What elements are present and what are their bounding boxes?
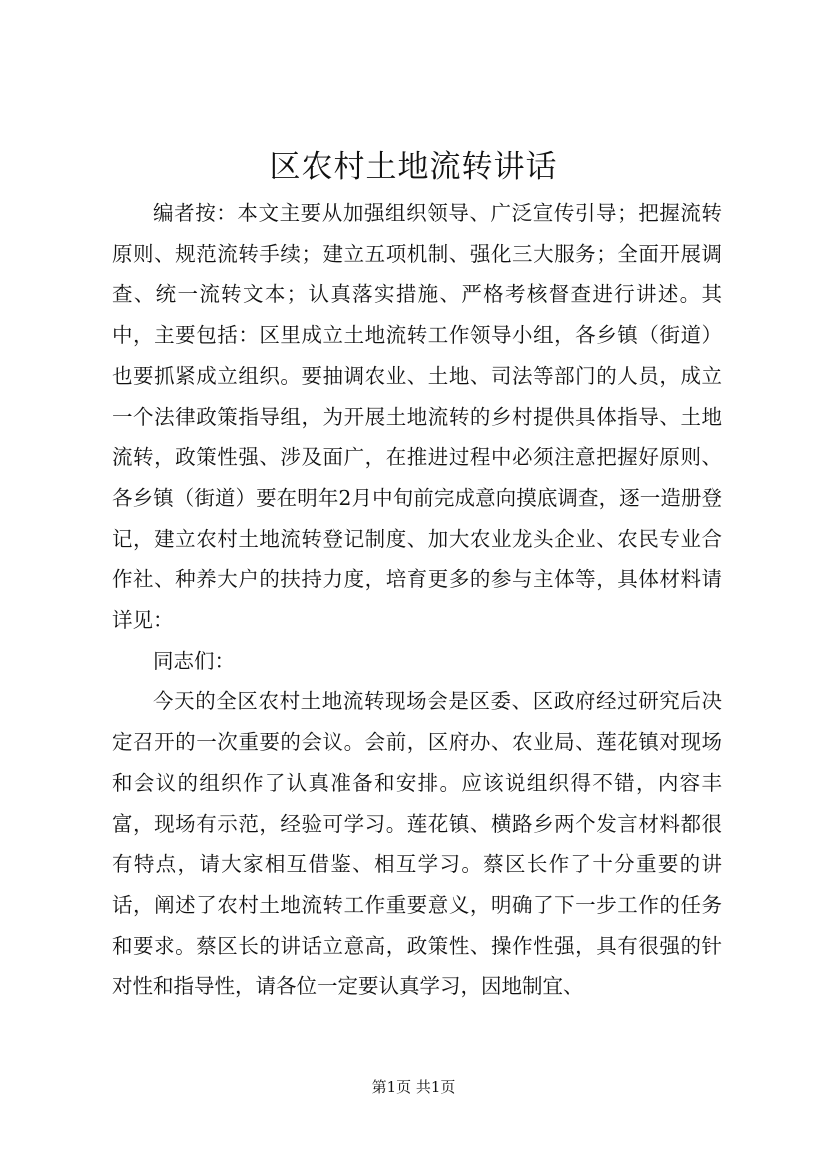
document-title: 区农村土地流转讲话: [269, 149, 558, 185]
document-body: [112, 193, 722, 1007]
page-footer: 第1页 共1页: [371, 1078, 456, 1096]
salutation-paragraph: 同志们：: [153, 648, 235, 673]
speech-paragraph: 今天的全区农村土地流转现场会是区委、区政府经过研究后决定召开的一次重要的会议。会前，区府办、农业局、莲花镇对现场和会议的组织作了认真准备和安排。应该说组织得不错，内容丰富，现场有示范，经验可学习。莲花镇、横路乡两个发言材料都很有特点，请大家相互借鉴、相互学习。蔡区长作了十分重要的讲话，阐述了农村土地流转工作重要意义，明确了下一步工作的任务和要求。蔡区长的讲话立意高，政策性、操作性强，具有很强的针对性和指导性，请各位一定要认真学习，因地制宜、: [112, 689, 722, 999]
editor-note-paragraph: 编者按：本文主要从加强组织领导、广泛宣传引导；把握流转原则、规范流转手续；建立五项机制、强化三大服务；全面开展调查、统一流转文本；认真落实措施、严格考核督查进行讲述。其中，主要包括：区里成立土地流转工作领导小组，各乡镇（街道）也要抓紧成立组织。要抽调农业、土地、司法等部门的人员，成立一个法律政策指导组，为开展土地流转的乡村提供具体指导、土地流转，政策性强、涉及面广，在推进过程中必须注意把握好原则、各乡镇（街道）要在明年2月中旬前完成意向摸底调查，逐一造册登记，建立农村土地流转登记制度、加大农业龙头企业、农民专业合作社、种养大户的扶持力度，培育更多的参与主体等，具体材料请详见：: [112, 201, 722, 633]
